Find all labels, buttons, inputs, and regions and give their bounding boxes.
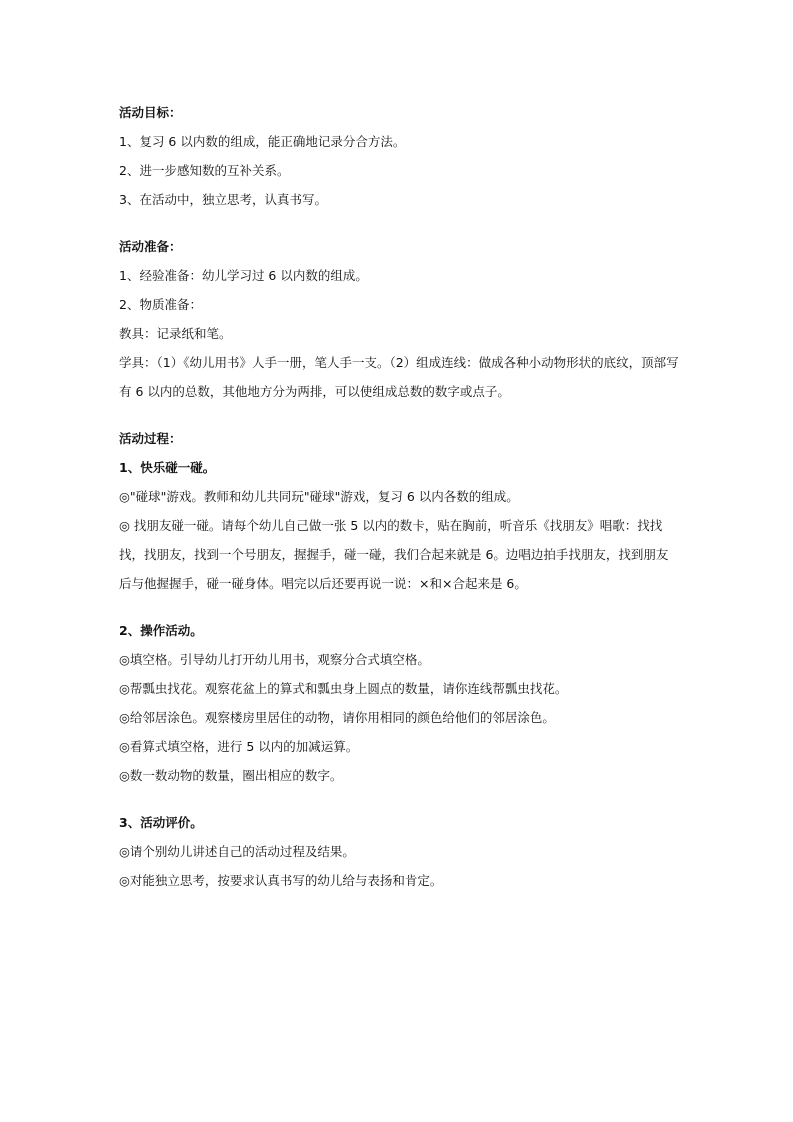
- step-3-heading: 3、活动评价。: [119, 815, 203, 830]
- section-spacer: [119, 598, 679, 616]
- step-1-paragraph-1: ◎"碰球"游戏。教师和幼儿共同玩"碰球"游戏，复习 6 以内各数的组成。: [119, 489, 519, 504]
- section-spacer: [119, 406, 679, 424]
- goal-item-3: 3、在活动中，独立思考，认真书写。: [119, 192, 327, 207]
- goal-item-1: 1、复习 6 以内数的组成，能正确地记录分合方法。: [119, 134, 406, 149]
- step-2-paragraph-1: ◎填空格。引导幼儿打开幼儿用书，观察分合式填空格。: [119, 652, 430, 667]
- preparation-heading: 活动准备：: [119, 239, 182, 254]
- section-spacer: [119, 790, 679, 808]
- document-page: [119, 98, 679, 895]
- step-2-paragraph-5: ◎数一数动物的数量，圈出相应的数字。: [119, 768, 343, 783]
- experience-preparation: 1、经验准备：幼儿学习过 6 以内数的组成。: [119, 268, 368, 283]
- student-tools: 学具：（1）《幼儿用书》人手一册，笔人手一支。（2）组成连线：做成各种小动物形状的底纹，顶部写有 6 以内的总数，其他地方分为两排，可以使组成总数的数字或点子。: [119, 355, 679, 399]
- step-1-heading: 1、快乐碰一碰。: [119, 460, 216, 475]
- step-2-paragraph-2: ◎帮瓢虫找花。观察花盆上的算式和瓢虫身上圆点的数量，请你连线帮瓢虫找花。: [119, 681, 568, 696]
- process-heading: 活动过程：: [119, 431, 182, 446]
- step-3-paragraph-1: ◎请个别幼儿讲述自己的活动过程及结果。: [119, 844, 355, 859]
- step-2-paragraph-3: ◎给邻居涂色。观察楼房里居住的动物，请你用相同的颜色给他们的邻居涂色。: [119, 710, 555, 725]
- section-spacer: [119, 214, 679, 232]
- goals-heading: 活动目标：: [119, 105, 182, 120]
- step-1-paragraph-2: ◎ 找朋友碰一碰。请每个幼儿自己做一张 5 以内的数卡，贴在胸前，听音乐《找朋友》唱歌：找找找，找朋友，找到一个号朋友，握握手，碰一碰，我们合起来就是 6。边唱边拍手找朋友，找到朋友后与他握握手，碰一碰身体。唱完以后还要再说一说：×和×合起来是 6。: [119, 518, 669, 591]
- step-2-heading: 2、操作活动。: [119, 623, 203, 638]
- goal-item-2: 2、进一步感知数的互补关系。: [119, 163, 290, 178]
- material-preparation: 2、物质准备：: [119, 297, 202, 312]
- teacher-tools: 教具：记录纸和笔。: [119, 326, 232, 341]
- step-3-paragraph-2: ◎对能独立思考，按要求认真书写的幼儿给与表扬和肯定。: [119, 873, 443, 888]
- step-2-paragraph-4: ◎看算式填空格，进行 5 以内的加减运算。: [119, 739, 359, 754]
